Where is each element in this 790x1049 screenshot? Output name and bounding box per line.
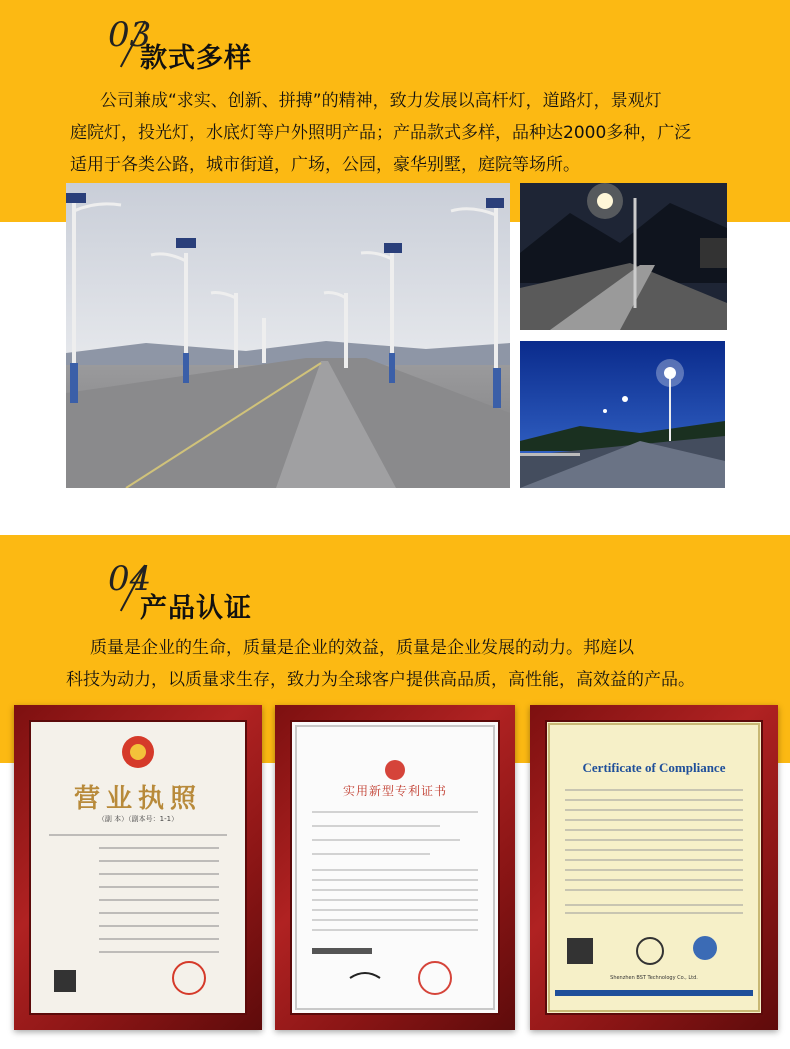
section4-title: 产品认证: [140, 593, 252, 624]
national-emblem-icon: [29, 720, 247, 1015]
dusk-road-illustration: [520, 341, 725, 488]
section3-number: 03: [108, 15, 152, 55]
section3-line-1: 公司兼成“求实、创新、拼搏”的精神，致力发展以高杆灯，道路灯，景观灯: [100, 91, 662, 111]
street-light-photo-night: [520, 183, 727, 330]
compliance-certificate-title: Certificate of Compliance: [582, 760, 726, 775]
compliance-issuer: Shenzhen BST Technology Co., Ltd.: [610, 975, 698, 981]
compliance-certificate-frame: [530, 705, 778, 1030]
section4-description: [66, 632, 756, 696]
business-license-frame: [14, 705, 262, 1030]
section3-line-3: 适用于各类公路，城市街道，广场，公园，豪华别墅，庭院等场所。: [70, 155, 580, 175]
business-license: [29, 720, 247, 1015]
compliance-certificate: [545, 720, 763, 1015]
section4-line-2: 科技为动力，以质量求生存，致力为全球客户提供高品质，高性能，高效益的产品。: [66, 670, 695, 690]
business-license-subtitle: （副 本）（副本号：1-1）: [97, 815, 179, 823]
patent-certificate-frame: [275, 705, 515, 1030]
patent-certificate: [290, 720, 500, 1015]
patent-emblem-icon: [290, 720, 500, 1015]
patent-certificate-title: 实用新型专利证书: [342, 784, 447, 798]
section3-line-2: 庭院灯，投光灯，水底灯等户外照明产品；产品款式多样，品种达2000多种，广泛: [70, 123, 692, 143]
night-road-illustration: [520, 183, 727, 330]
street-light-photo-dusk: [520, 341, 725, 488]
section3-description: [70, 85, 730, 181]
street-lights-photo-day: [66, 183, 510, 488]
street-lights-illustration: [66, 183, 510, 488]
section3-title: 款式多样: [140, 43, 252, 74]
section4-number: 04: [108, 559, 152, 599]
business-license-title: 营业执照: [73, 784, 202, 814]
section4-line-1: 质量是企业的生命，质量是企业的效益，质量是企业发展的动力。邦庭以: [90, 638, 634, 658]
